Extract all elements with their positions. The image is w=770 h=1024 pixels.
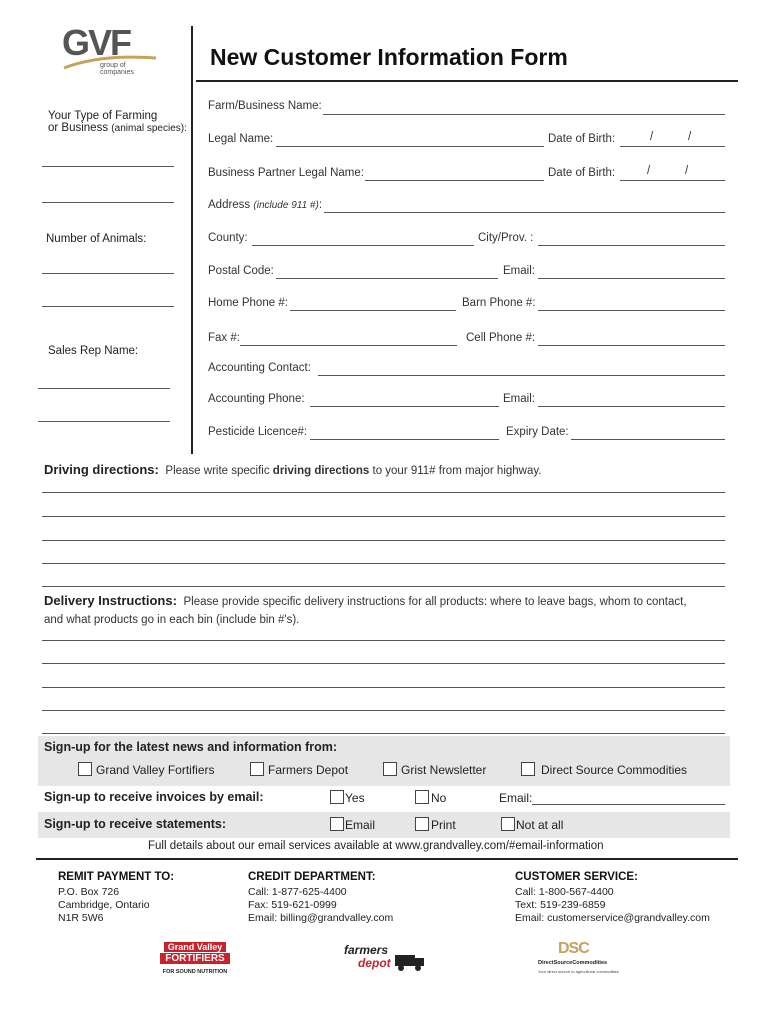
footer-rule	[36, 858, 738, 860]
accounting-contact-label: Accounting Contact:	[208, 362, 311, 374]
farming-type-line-2[interactable]	[42, 202, 174, 203]
driving-line-5[interactable]	[42, 586, 725, 587]
partner-legal-name-label: Business Partner Legal Name:	[208, 167, 364, 179]
option-grand-valley-fortifiers: Grand Valley Fortifiers	[96, 763, 215, 777]
option-statements-not-at-all: Not at all	[516, 818, 564, 832]
gvf-logo	[60, 24, 160, 74]
expiry-date-field[interactable]	[571, 439, 725, 440]
option-invoices-no: No	[431, 791, 447, 805]
farm-business-name-label: Farm/Business Name:	[208, 100, 322, 112]
invoices-email-label: Email:	[499, 791, 533, 805]
address-field[interactable]	[324, 212, 725, 213]
delivery-instructions-heading: Delivery Instructions: Please provide specific delivery instructions for all products: where to leave bags, whom to contact, and what products go in each bin (include bin #'s).	[44, 593, 687, 626]
option-direct-source-commodities: Direct Source Commodities	[541, 763, 688, 777]
gvf-logo-line2: FORTIFIERS	[160, 953, 230, 964]
dob-label-2: Date of Birth:	[548, 167, 616, 179]
header-rule	[196, 80, 738, 82]
farmers-depot-logo	[344, 943, 426, 973]
service-contact: Call: 1-800-567-4400 Text: 519-239-6859 Email: customerservice@grandvalley.com	[515, 886, 710, 924]
county-field[interactable]	[252, 245, 474, 246]
checkbox-statements-email[interactable]	[330, 817, 344, 831]
accounting-email-field[interactable]	[538, 406, 725, 407]
option-statements-email: Email	[345, 818, 376, 832]
option-statements-print: Print	[431, 818, 456, 832]
city-prov-label: City/Prov. :	[478, 232, 534, 244]
checkbox-direct-source-commodities[interactable]	[521, 762, 535, 776]
legal-name-label: Legal Name:	[208, 133, 274, 145]
delivery-line-4[interactable]	[42, 710, 725, 711]
signup-statements-title: Sign-up to receive statements:	[44, 817, 226, 831]
checkbox-farmers-depot[interactable]	[250, 762, 264, 776]
dsc-logo-name: DirectSourceCommodities	[538, 960, 608, 966]
email-label: Email:	[503, 265, 535, 277]
delivery-line-1[interactable]	[42, 640, 725, 641]
driving-line-3[interactable]	[42, 540, 725, 541]
fd-logo-line2: depot	[358, 956, 391, 970]
sales-rep-line-2[interactable]	[38, 421, 170, 422]
driving-directions-heading: Driving directions: Please write specific driving directions to your 911# from major highway.	[44, 462, 542, 477]
address-label: Address (include 911 #):	[208, 199, 323, 211]
farming-type-line-1[interactable]	[42, 166, 174, 167]
dob-sep-1b: /	[688, 131, 692, 143]
signup-news-title: Sign-up for the latest news and information from:	[44, 740, 338, 754]
animals-line-2[interactable]	[42, 306, 174, 307]
signup-invoices-title: Sign-up to receive invoices by email:	[44, 790, 264, 804]
dob-field-2[interactable]	[620, 180, 725, 181]
dob-label-1: Date of Birth:	[548, 133, 616, 145]
farm-business-name-field[interactable]	[323, 114, 725, 115]
option-farmers-depot: Farmers Depot	[268, 763, 349, 777]
option-invoices-yes: Yes	[345, 791, 365, 805]
expiry-date-label: Expiry Date:	[506, 426, 569, 438]
service-title: CUSTOMER SERVICE:	[515, 871, 638, 883]
animals-line-1[interactable]	[42, 273, 174, 274]
option-grist-newsletter: Grist Newsletter	[401, 763, 487, 777]
pesticide-licence-label: Pesticide Licence#:	[208, 426, 308, 438]
dob-sep-2b: /	[685, 165, 689, 177]
checkbox-statements-print[interactable]	[415, 817, 429, 831]
home-phone-field[interactable]	[290, 310, 456, 311]
direct-source-commodities-logo	[538, 940, 618, 976]
accounting-phone-field[interactable]	[310, 406, 499, 407]
barn-phone-field[interactable]	[538, 310, 725, 311]
remit-address: P.O. Box 726 Cambridge, Ontario N1R 5W6	[58, 886, 150, 924]
signup-footnote: Full details about our email services available at www.grandvalley.com/#email-information	[148, 840, 604, 852]
delivery-line-5[interactable]	[42, 733, 725, 734]
sales-rep-label: Sales Rep Name:	[48, 345, 139, 357]
delivery-line-2[interactable]	[42, 663, 725, 664]
county-label: County:	[208, 232, 248, 244]
pesticide-licence-field[interactable]	[310, 439, 499, 440]
header-divider-vertical	[191, 26, 193, 454]
accounting-phone-label: Accounting Phone:	[208, 393, 305, 405]
dsc-logo-mark: DSC	[558, 940, 589, 957]
home-phone-label: Home Phone #:	[208, 297, 288, 309]
partner-legal-name-field[interactable]	[365, 180, 544, 181]
accounting-email-label: Email:	[503, 393, 535, 405]
animals-label: Number of Animals:	[46, 233, 147, 245]
gvf-logo-tagline: group of companies	[100, 62, 134, 76]
legal-name-field[interactable]	[276, 146, 544, 147]
dob-field-1[interactable]	[620, 146, 725, 147]
invoices-email-field[interactable]	[532, 804, 725, 805]
grand-valley-fortifiers-logo	[160, 942, 230, 976]
fax-label: Fax #:	[208, 332, 240, 344]
credit-title: CREDIT DEPARTMENT:	[248, 871, 376, 883]
fax-field[interactable]	[240, 345, 457, 346]
postal-code-label: Postal Code:	[208, 265, 274, 277]
accounting-contact-field[interactable]	[318, 375, 725, 376]
remit-title: REMIT PAYMENT TO:	[58, 871, 175, 883]
checkbox-invoices-yes[interactable]	[330, 790, 344, 804]
driving-line-1[interactable]	[42, 492, 725, 493]
page-title: New Customer Information Form	[210, 44, 568, 70]
gvf-logo-text: GVF	[62, 22, 131, 63]
email-field[interactable]	[538, 278, 725, 279]
postal-code-field[interactable]	[276, 278, 498, 279]
driving-line-4[interactable]	[42, 563, 725, 564]
cell-phone-label: Cell Phone #:	[466, 332, 536, 344]
fd-logo-line1: farmers	[344, 943, 389, 957]
gvf-logo-line1: Grand Valley	[164, 942, 226, 952]
checkbox-invoices-no[interactable]	[415, 790, 429, 804]
barn-phone-label: Barn Phone #:	[462, 297, 536, 309]
dsc-logo-tagline: Your direct source to agricultural commodities	[538, 969, 619, 974]
sales-rep-line-1[interactable]	[38, 388, 170, 389]
city-prov-field[interactable]	[538, 245, 725, 246]
delivery-line-3[interactable]	[42, 687, 725, 688]
gvf-logo-line3: FOR SOUND NUTRITION	[162, 969, 228, 975]
credit-contact: Call: 1-877-625-4400 Fax: 519-621-0999 Email: billing@grandvalley.com	[248, 886, 394, 924]
truck-icon	[394, 952, 426, 972]
dob-sep-1a: /	[650, 131, 654, 143]
dob-sep-2a: /	[647, 165, 651, 177]
checkbox-statements-not-at-all[interactable]	[501, 817, 515, 831]
checkbox-grand-valley-fortifiers[interactable]	[78, 762, 92, 776]
driving-line-2[interactable]	[42, 516, 725, 517]
checkbox-grist-newsletter[interactable]	[383, 762, 397, 776]
cell-phone-field[interactable]	[538, 345, 725, 346]
farming-type-label: Your Type of Farming or Business (animal species):	[48, 110, 187, 134]
